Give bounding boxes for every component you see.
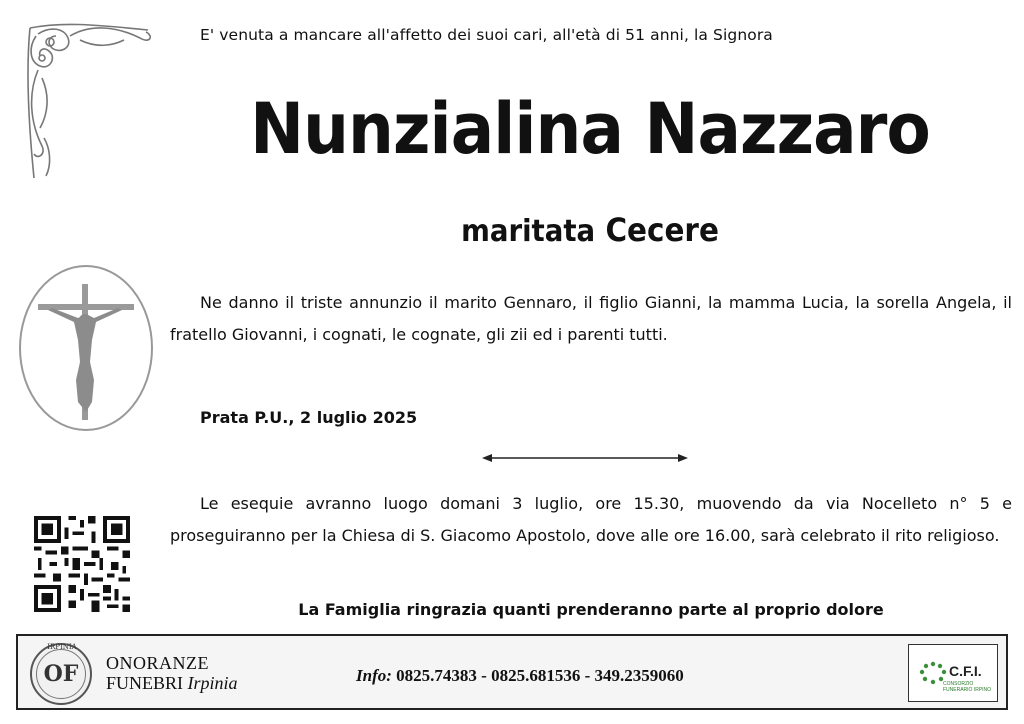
logo-top-text: IRPINIA (47, 643, 77, 651)
married-prefix: maritata (461, 214, 596, 249)
brand-line-2 (106, 673, 238, 694)
ornament-corner-icon (20, 18, 160, 186)
cfi-logo (908, 644, 998, 702)
deceased-name: Nunzialina Nazzaro (250, 88, 930, 170)
married-name-line (213, 208, 967, 254)
place-date: Prata P.U., 2 luglio 2025 (200, 408, 418, 427)
contact-info (356, 666, 684, 686)
brand-line-2-a: FUNEBRI (106, 673, 184, 693)
funeral-text: Le esequie avranno luogo domani 3 luglio, ore 15.30, muovendo da via Nocelleto n° 5 e proseguiranno per la Chiesa di S. Giacomo Apostolo, dove alle ore 16.00, sarà celebrato il rito religioso. (170, 494, 1012, 545)
funeral-home-logo (30, 643, 92, 705)
announcement-paragraph (170, 287, 1012, 351)
crucifix-icon (16, 262, 156, 434)
cfi-text: C.F.I. (949, 663, 982, 679)
info-phones: 0825.74383 - 0825.681536 - 349.2359060 (396, 666, 684, 685)
cfi-subtext: CONSORZIO FUNERARIO IRPINO (943, 681, 992, 693)
double-arrow-divider-icon (480, 451, 690, 465)
intro-text: E' venuta a mancare all'affetto dei suoi cari, all'età di 51 anni, la Signora (200, 26, 773, 44)
announcement-text: Ne danno il triste annunzio il marito Gennaro, il figlio Gianni, la mamma Lucia, la sorella Angela, il fratello Giovanni, i cognati, le cognate, gli zii ed i parenti tutti. (170, 293, 1012, 344)
info-label: Info: (356, 666, 392, 685)
brand-line-1: ONORANZE (106, 653, 209, 673)
brand-line-2-b: Irpinia (187, 673, 238, 693)
logo-mark: OF (36, 649, 86, 699)
married-surname: Cecere (605, 211, 719, 249)
family-thanks: La Famiglia ringrazia quanti prenderanno parte al proprio dolore (298, 600, 884, 619)
funeral-paragraph (170, 488, 1012, 552)
qr-code-icon (34, 516, 130, 612)
